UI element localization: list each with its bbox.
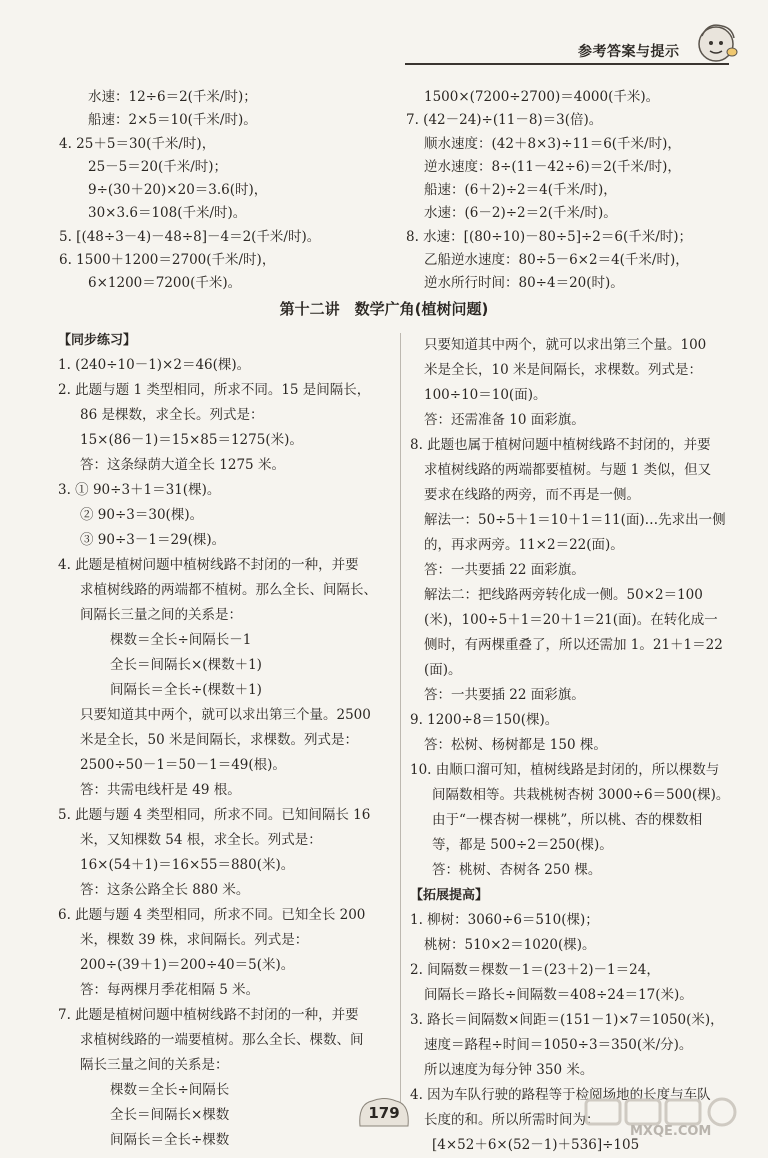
formula-line: 间隔长＝全长÷棵数 bbox=[110, 1132, 230, 1148]
text-line: 6. 此题与题 4 类型相同，所求不同。已知全长 200 bbox=[58, 907, 366, 923]
text-line: 米是全长，50 米是间隔长，求棵数。列式是： bbox=[80, 732, 358, 748]
text-line: 由于“一棵杏树一棵桃”，所以桃、杏的棵数相 bbox=[432, 812, 703, 828]
text-line: 7. 此题是植树问题中植树线路不封闭的一种，并要 bbox=[58, 1007, 359, 1023]
text-line: 侧时，有两棵重叠了，所以还需加 1。21＋1＝22 bbox=[424, 637, 723, 653]
text-line: 5. 此题与题 4 类型相同，所求不同。已知间隔长 16 bbox=[58, 807, 371, 823]
text-line: 1500×(7200÷2700)＝4000(千米)。 bbox=[424, 89, 660, 105]
text-line: 9÷(30＋20)×20＝3.6(时)， bbox=[88, 182, 268, 199]
text-line: 200÷(39＋1)＝200÷40＝5(米)。 bbox=[80, 957, 295, 973]
formula-line: 全长＝间隔长×(棵数＋1) bbox=[110, 657, 262, 673]
text-line: 间隔数相等。共栽桃树杏树 3000÷6＝500(棵)。 bbox=[432, 787, 730, 803]
text-line: 求植树线路的两端都不植树。那么全长、间隔长、 bbox=[80, 582, 377, 598]
text-line: 答：这条绿荫大道全长 1275 米。 bbox=[80, 457, 285, 473]
formula-line: 全长＝间隔长×棵数 bbox=[110, 1107, 230, 1123]
text-line: 16×(54＋1)＝16×55＝880(米)。 bbox=[80, 857, 295, 873]
text-line: 求植树线路的两端都要植树。与题 1 类似，但又 bbox=[424, 462, 712, 478]
text-line: 4. 25＋5＝30(千米/时)， bbox=[59, 135, 216, 152]
text-line: 100÷10＝10(面)。 bbox=[424, 387, 547, 403]
text-line: 速度＝路程÷时间＝1050÷3＝350(米/分)。 bbox=[424, 1037, 693, 1053]
text-line: 逆水速度：8÷(11－42÷6)＝2(千米/时)， bbox=[424, 158, 681, 175]
header-title: 参考答案与提示 bbox=[578, 44, 680, 60]
header-rule bbox=[405, 63, 729, 65]
formula-line: 棵数＝全长÷间隔长－1 bbox=[110, 632, 252, 648]
text-line: 船速：2×5＝10(千米/时)。 bbox=[88, 112, 257, 129]
text-line: 解法一：50÷5＋1＝10＋1＝11(面)…先求出一侧 bbox=[424, 512, 726, 528]
right-column bbox=[410, 333, 729, 1158]
section-label: 【同步练习】 bbox=[58, 333, 137, 348]
text-line: 1. 柳树：3060÷6＝510(棵)； bbox=[410, 912, 599, 928]
text-line: 2. 此题与题 1 类型相同，所求不同。15 是间隔长， bbox=[58, 382, 371, 398]
text-line: 3. 路长＝间隔数×间距＝(151－1)×7＝1050(米)， bbox=[410, 1012, 724, 1028]
left-column bbox=[58, 328, 377, 1153]
text-line: 乙船逆水速度：80÷5－6×2＝4(千米/时)， bbox=[424, 252, 689, 269]
text-line: 25－5＝20(千米/时)； bbox=[88, 158, 228, 175]
text-line: 逆水所行时间：80÷4＝20(时)。 bbox=[424, 275, 624, 292]
text-line: 隔长三量之间的关系是： bbox=[80, 1057, 229, 1073]
text-line: 30×3.6＝108(千米/时)。 bbox=[88, 205, 247, 222]
text-line: 米是全长，10 米是间隔长，求棵数。列式是： bbox=[424, 362, 702, 378]
text-line: 的，再求两旁。11×2＝22(面)。 bbox=[424, 537, 624, 553]
text-line: 水速：(6－2)÷2＝2(千米/时)。 bbox=[424, 205, 617, 222]
top-left-column bbox=[59, 86, 321, 296]
text-line: 6×1200＝7200(千米)。 bbox=[88, 275, 242, 292]
text-line: 8. 水速：[(80÷10)－80÷5]÷2＝6(千米/时)； bbox=[406, 228, 693, 245]
text-line: 米，棵数 39 株，求间隔长。列式是： bbox=[80, 932, 309, 948]
text-line: 解法二：把线路两旁转化成一侧。50×2＝100 bbox=[424, 587, 703, 603]
text-line: ② 90÷3＝30(棵)。 bbox=[80, 507, 204, 523]
text-line: 所以速度为每分钟 350 米。 bbox=[424, 1062, 594, 1078]
text-line: 间隔长＝路长÷间隔数＝408÷24＝17(米)。 bbox=[424, 987, 693, 1003]
text-line: 间隔长三量之间的关系是： bbox=[80, 607, 242, 623]
text-line: 答：一共要插 22 面彩旗。 bbox=[424, 687, 585, 703]
text-line: 等，都是 500÷2＝250(棵)。 bbox=[432, 837, 613, 853]
text-line: 要求在线路的两旁，而不再是一侧。 bbox=[424, 487, 640, 503]
text-line: 5. [(48÷3－4)－48÷8]－4＝2(千米/时)。 bbox=[59, 228, 321, 245]
text-line: 10. 由顺口溜可知，植树线路是封闭的，所以棵数与 bbox=[410, 762, 720, 778]
text-line: 水速：12÷6＝2(千米/时)； bbox=[88, 89, 257, 105]
text-line: 7. (42－24)÷(11－8)＝3(倍)。 bbox=[406, 112, 603, 129]
text-line: ③ 90÷3－1＝29(棵)。 bbox=[80, 532, 226, 548]
column-divider bbox=[400, 333, 401, 1108]
top-right-column bbox=[406, 86, 693, 296]
text-line: 答：桃树、杏树各 250 棵。 bbox=[432, 862, 602, 878]
section-title: 第十二讲 数学广角(植树问题) bbox=[279, 300, 489, 318]
text-line: 86 是棵数，求全长。列式是： bbox=[80, 407, 264, 423]
text-line: 顺水速度：(42＋8×3)÷11＝6(千米/时)， bbox=[424, 135, 681, 152]
text-line: 2. 间隔数＝棵数－1＝(23＋2)－1＝24， bbox=[410, 962, 660, 978]
text-line: 4. 此题是植树问题中植树线路不封闭的一种，并要 bbox=[58, 557, 359, 573]
text-line: 2500÷50－1＝50－1＝49(根)。 bbox=[80, 757, 286, 773]
section-label: 【拓展提高】 bbox=[410, 888, 489, 903]
page-number: 179 bbox=[368, 1104, 400, 1122]
text-line: 只要知道其中两个，就可以求出第三个量。100 bbox=[424, 337, 707, 353]
text-line: (米)，100÷5＋1＝20＋1＝21(面)。在转化成一 bbox=[424, 612, 718, 628]
text-line: 15×(86－1)＝15×85＝1275(米)。 bbox=[80, 432, 303, 448]
text-line: 8. 此题也属于植树问题中植树线路不封闭的，并要 bbox=[410, 437, 711, 453]
text-line: 米，又知棵数 54 根，求全长。列式是： bbox=[80, 832, 322, 848]
text-line: 答：一共要插 22 面彩旗。 bbox=[424, 562, 585, 578]
text-line: 3. ① 90÷3＋1＝31(棵)。 bbox=[58, 482, 221, 498]
text-line: 求植树线路的一端要植树。那么全长、棵数、间 bbox=[80, 1032, 364, 1048]
text-line: 4. 因为车队行驶的路程等于检阅场地的长度与车队 bbox=[410, 1087, 711, 1103]
text-line: 9. 1200÷8＝150(棵)。 bbox=[410, 712, 559, 728]
text-line: 只要知道其中两个，就可以求出第三个量。2500 bbox=[80, 707, 371, 723]
text-line: 答：松树、杨树都是 150 棵。 bbox=[424, 737, 607, 753]
text-line: (面)。 bbox=[424, 662, 462, 678]
text-line: 桃树：510×2＝1020(棵)。 bbox=[424, 937, 596, 953]
text-line: 答：共需电线杆是 49 根。 bbox=[80, 782, 241, 798]
text-line: 答：这条公路全长 880 米。 bbox=[80, 882, 250, 898]
text-line: [4×52＋6×(52－1)＋536]÷105 bbox=[432, 1137, 640, 1153]
watermark-text: MXQE.COM bbox=[630, 1124, 712, 1139]
text-line: 6. 1500＋1200＝2700(千米/时)， bbox=[59, 252, 276, 269]
text-line: 船速：(6＋2)÷2＝4(千米/时)， bbox=[424, 182, 617, 199]
text-line: 1. (240÷10－1)×2＝46(棵)。 bbox=[58, 357, 251, 373]
text-line: 长度的和。所以所需时间为： bbox=[424, 1112, 600, 1128]
formula-line: 棵数＝全长÷间隔长 bbox=[110, 1082, 230, 1098]
text-line: 答：还需准备 10 面彩旗。 bbox=[424, 412, 585, 428]
mascot-icon bbox=[688, 14, 742, 68]
text-line: 答：每两棵月季花相隔 5 米。 bbox=[80, 982, 260, 998]
formula-line: 间隔长＝全长÷(棵数＋1) bbox=[110, 682, 262, 698]
